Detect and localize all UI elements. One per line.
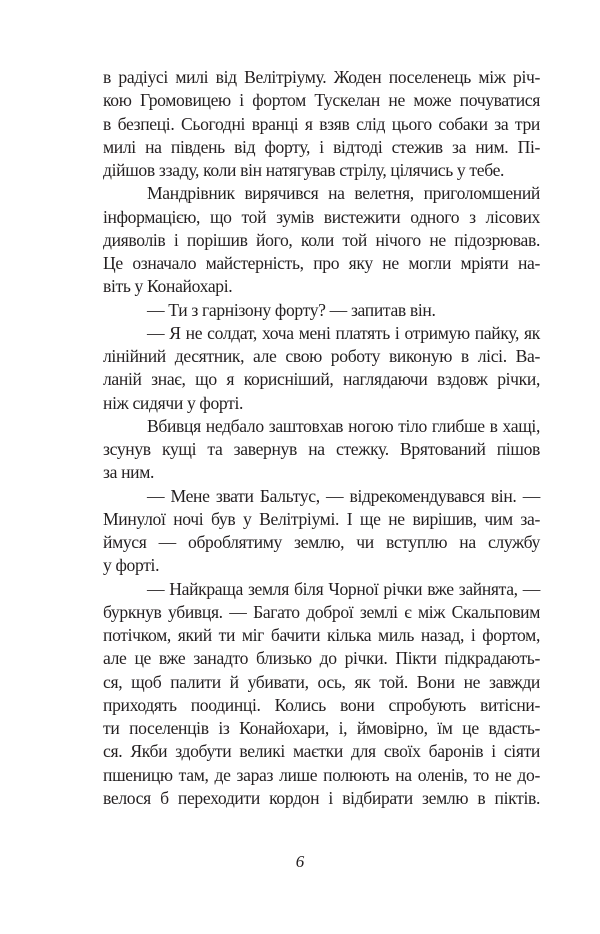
page-number: 6 [295,852,305,871]
text-line: пшеницю там, де зараз лише полюють на оленів, то не до- [103,764,540,785]
text-line: — Ти з гарнізону форту? — запитав він. [147,299,436,320]
text-line: дійшов ззаду, коли він натягував стрілу, цілячись у тебе. [103,160,505,180]
paragraph [103,415,540,485]
text-line: Вбивця недбало заштовхав ногою тіло глибше в хащі, [147,415,540,436]
text-line: за ним. [103,462,155,483]
paragraph [103,578,540,811]
text-line: Минулої ночі був у Велітріумі. І ще не вирішив, чим за- [103,508,540,529]
text-line: ймуся — оброблятиму землю, чи вступлю на службу [103,532,540,552]
text-line: в безпеці. Сьогодні вранці я взяв слід цього собаки за три [103,113,540,134]
text-line: приходять поодинці. Колись вони спробують витісни- [103,694,540,715]
paragraph [103,322,540,415]
text-line: ніж сидячи у форті. [103,392,244,413]
text-line: інформацією, що той зумів вистежити одного з лісових [103,206,540,227]
text-line: в радіусі милі від Велітріуму. Жоден поселенець між річ- [103,67,540,87]
text-line: милі на південь від форту, і відтоді стежив за ним. Пі- [103,136,540,157]
text-line: потічком, який ти міг бачити кілька миль назад, і фортом, [103,625,540,645]
text-line: віть у Конайохарі. [103,276,233,297]
text-line: Мандрівник вирячився на велетня, приголомшений [147,183,540,204]
body-text [103,66,540,810]
text-line: ти поселенців із Конайохари, і, ймовірно, їм це вдасть- [103,718,540,738]
text-line: Це означало майстерність, про яку не могли мріяти на- [103,253,540,273]
text-line: але це вже занадто близько до річки. Пікти підкрадають- [103,648,540,669]
text-line: кою Громовицею і фортом Тускелан не може почуватися [103,90,540,111]
text-line: — Найкраща земля біля Чорної річки вже зайнята, — [147,578,540,599]
paragraph [103,485,540,578]
text-line: ся, щоб палити й убивати, ось, як той. Вони не завжди [103,671,540,692]
paragraph [103,299,540,322]
text-line: ланій знає, що я корисніший, наглядаючи вздовж річки, [103,369,540,390]
text-line: зсунув кущі та завернув на стежку. Врятований пішов [103,439,540,459]
text-line: — Мене звати Бальтус, — відрекомендувався він. — [147,485,540,506]
text-line: — Я не солдат, хоча мені платять і отримую пайку, як [147,322,540,343]
paragraph [103,66,540,182]
text-line: у форті. [103,555,160,576]
text-line: ся. Якби здобути великі маєтки для своїх баронів і сіяти [103,741,540,762]
text-line: буркнув убивця. — Багато доброї землі є між Скальповим [103,601,540,622]
text-line: велося б переходити кордон і відбирати землю в піктів. [103,787,540,808]
text-line: дияволів і порішив його, коли той нічого не підозрював. [103,229,540,250]
paragraph [103,182,540,298]
text-line: лінійний десятник, але свою роботу виконую в лісі. Ва- [103,346,540,366]
